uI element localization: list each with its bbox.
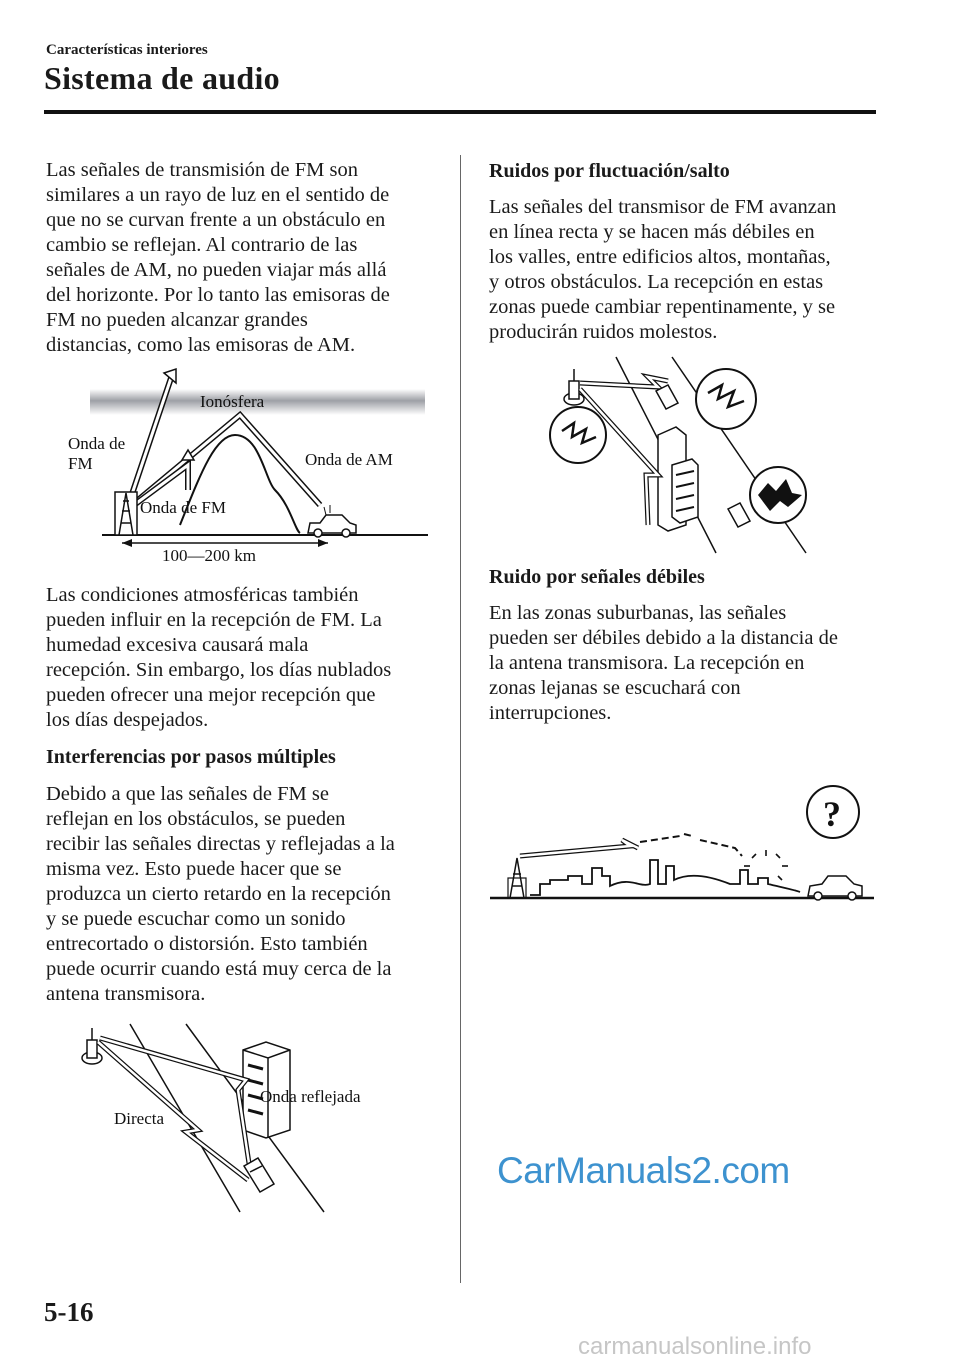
text-line: En las zonas suburbanas, las señales (489, 602, 787, 624)
text-line: similares a un rayo de luz en el sentido de (46, 184, 390, 206)
figure-weak-signal (490, 780, 875, 905)
text-line: pueden influir en la recepción de FM. La (46, 609, 382, 631)
text-line: los valles, entre edificios altos, montañas, (489, 246, 831, 268)
question-bubble-icon (807, 786, 859, 838)
watermark-carmanualsonline: carmanualsonline.info (578, 1333, 812, 1360)
static-burst-icon (744, 850, 788, 880)
label-reflected-wave: Onda reflejada (260, 1087, 361, 1106)
text-line: recepción. Sin embargo, los días nublados (46, 659, 392, 681)
text-line: misma vez. Esto puede hacer que se (46, 858, 342, 880)
text-line: zonas lejanas se escuchará con (489, 677, 741, 699)
figure-fm-am-propagation (60, 365, 430, 565)
heading-multipath: Interferencias por pasos múltiples (46, 746, 336, 768)
text-line: Las señales de transmisión de FM son (46, 159, 359, 181)
text-line: zonas puede cambiar repentinamente, y se (489, 296, 836, 318)
paragraph-weak-signal (489, 601, 838, 726)
label-ionosphere: Ionósfera (200, 392, 265, 411)
transmitter-tower-icon (508, 858, 526, 898)
car-icon (808, 876, 862, 900)
car-icon (308, 505, 356, 537)
car-icon (728, 503, 750, 527)
transmitter-tower-icon (115, 492, 137, 535)
text-line: reflejan en los obstáculos, se pueden (46, 808, 346, 830)
column-divider (460, 155, 461, 1283)
transmitter-icon (564, 369, 584, 405)
section-label: Características interiores (46, 42, 208, 58)
text-line: humedad excesiva causará mala (46, 634, 309, 656)
figure-flutter-noise (548, 355, 813, 560)
text-line: FM no pueden alcanzar grandes (46, 309, 308, 331)
watermark-carmanuals2: CarManuals2.com (497, 1150, 790, 1191)
text-line: produzca un cierto retardo en la recepción (46, 883, 391, 905)
text-line: entrecortado o distorsión. Esto también (46, 933, 368, 955)
text-line: interrupciones. (489, 702, 612, 724)
weak-wave-dashed (700, 840, 742, 856)
heading-flutter: Ruidos por fluctuación/salto (489, 160, 730, 182)
text-line: recibir las señales directas y reflejadas a la (46, 833, 395, 855)
text-line: Las condiciones atmosféricas también (46, 584, 359, 606)
paragraph-fm-propagation (46, 158, 390, 358)
reflected-wave-arrow (100, 1038, 250, 1170)
noise-bubble-icon (696, 369, 756, 429)
text-line: la antena transmisora. La recepción en (489, 652, 805, 674)
label-am-wave: Onda de AM (305, 450, 393, 469)
text-line: en línea recta y se hacen más débiles en (489, 221, 815, 243)
page-number: 5-16 (44, 1297, 94, 1327)
paragraph-multipath (46, 782, 395, 1007)
weak-wave-dashed (640, 834, 692, 842)
label-fm-wave-lower: Onda de FM (140, 498, 226, 517)
text-line: Debido a que las señales de FM se (46, 783, 329, 805)
city-skyline (530, 860, 800, 895)
text-line: producirán ruidos molestos. (489, 321, 718, 343)
text-line: que no se curvan frente a un obstáculo en (46, 209, 386, 231)
label-distance: 100—200 km (162, 546, 256, 565)
building-icon (658, 427, 698, 531)
text-line: y se puede escuchar como un sonido (46, 908, 346, 930)
figure-multipath (78, 1020, 388, 1220)
title-rule (44, 110, 876, 114)
noise-bubble-icon (550, 407, 606, 463)
text-line: los días despejados. (46, 709, 209, 731)
text-line: y otros obstáculos. La recepción en estas (489, 271, 824, 293)
text-line: Las señales del transmisor de FM avanzan (489, 196, 837, 218)
heading-weak-signal: Ruido por señales débiles (489, 566, 705, 588)
noise-burst-icon (750, 467, 806, 523)
question-mark-text: ? (823, 794, 841, 834)
text-line: puede ocurrir cuando está muy cerca de la (46, 958, 392, 980)
page-title: Sistema de audio (44, 60, 280, 96)
label-direct-wave: Directa (114, 1109, 165, 1128)
label-fm-wave-upper-2: FM (68, 454, 93, 473)
text-line: antena transmisora. (46, 983, 206, 1005)
paragraph-atmospheric (46, 583, 391, 733)
text-line: cambio se reflejan. Al contrario de las (46, 234, 358, 256)
text-line: pueden ser débiles debido a la distancia de (489, 627, 838, 649)
text-line: señales de AM, no pueden viajar más allá (46, 259, 387, 281)
text-line: distancias, como las emisoras de AM. (46, 334, 356, 356)
car-icon (244, 1158, 274, 1192)
car-icon (656, 385, 678, 409)
text-line: del horizonte. Por lo tanto las emisoras de (46, 284, 390, 306)
paragraph-flutter (489, 195, 836, 345)
text-line: pueden ofrecer una mejor recepción que (46, 684, 376, 706)
label-fm-wave-upper: Onda de (68, 434, 126, 453)
